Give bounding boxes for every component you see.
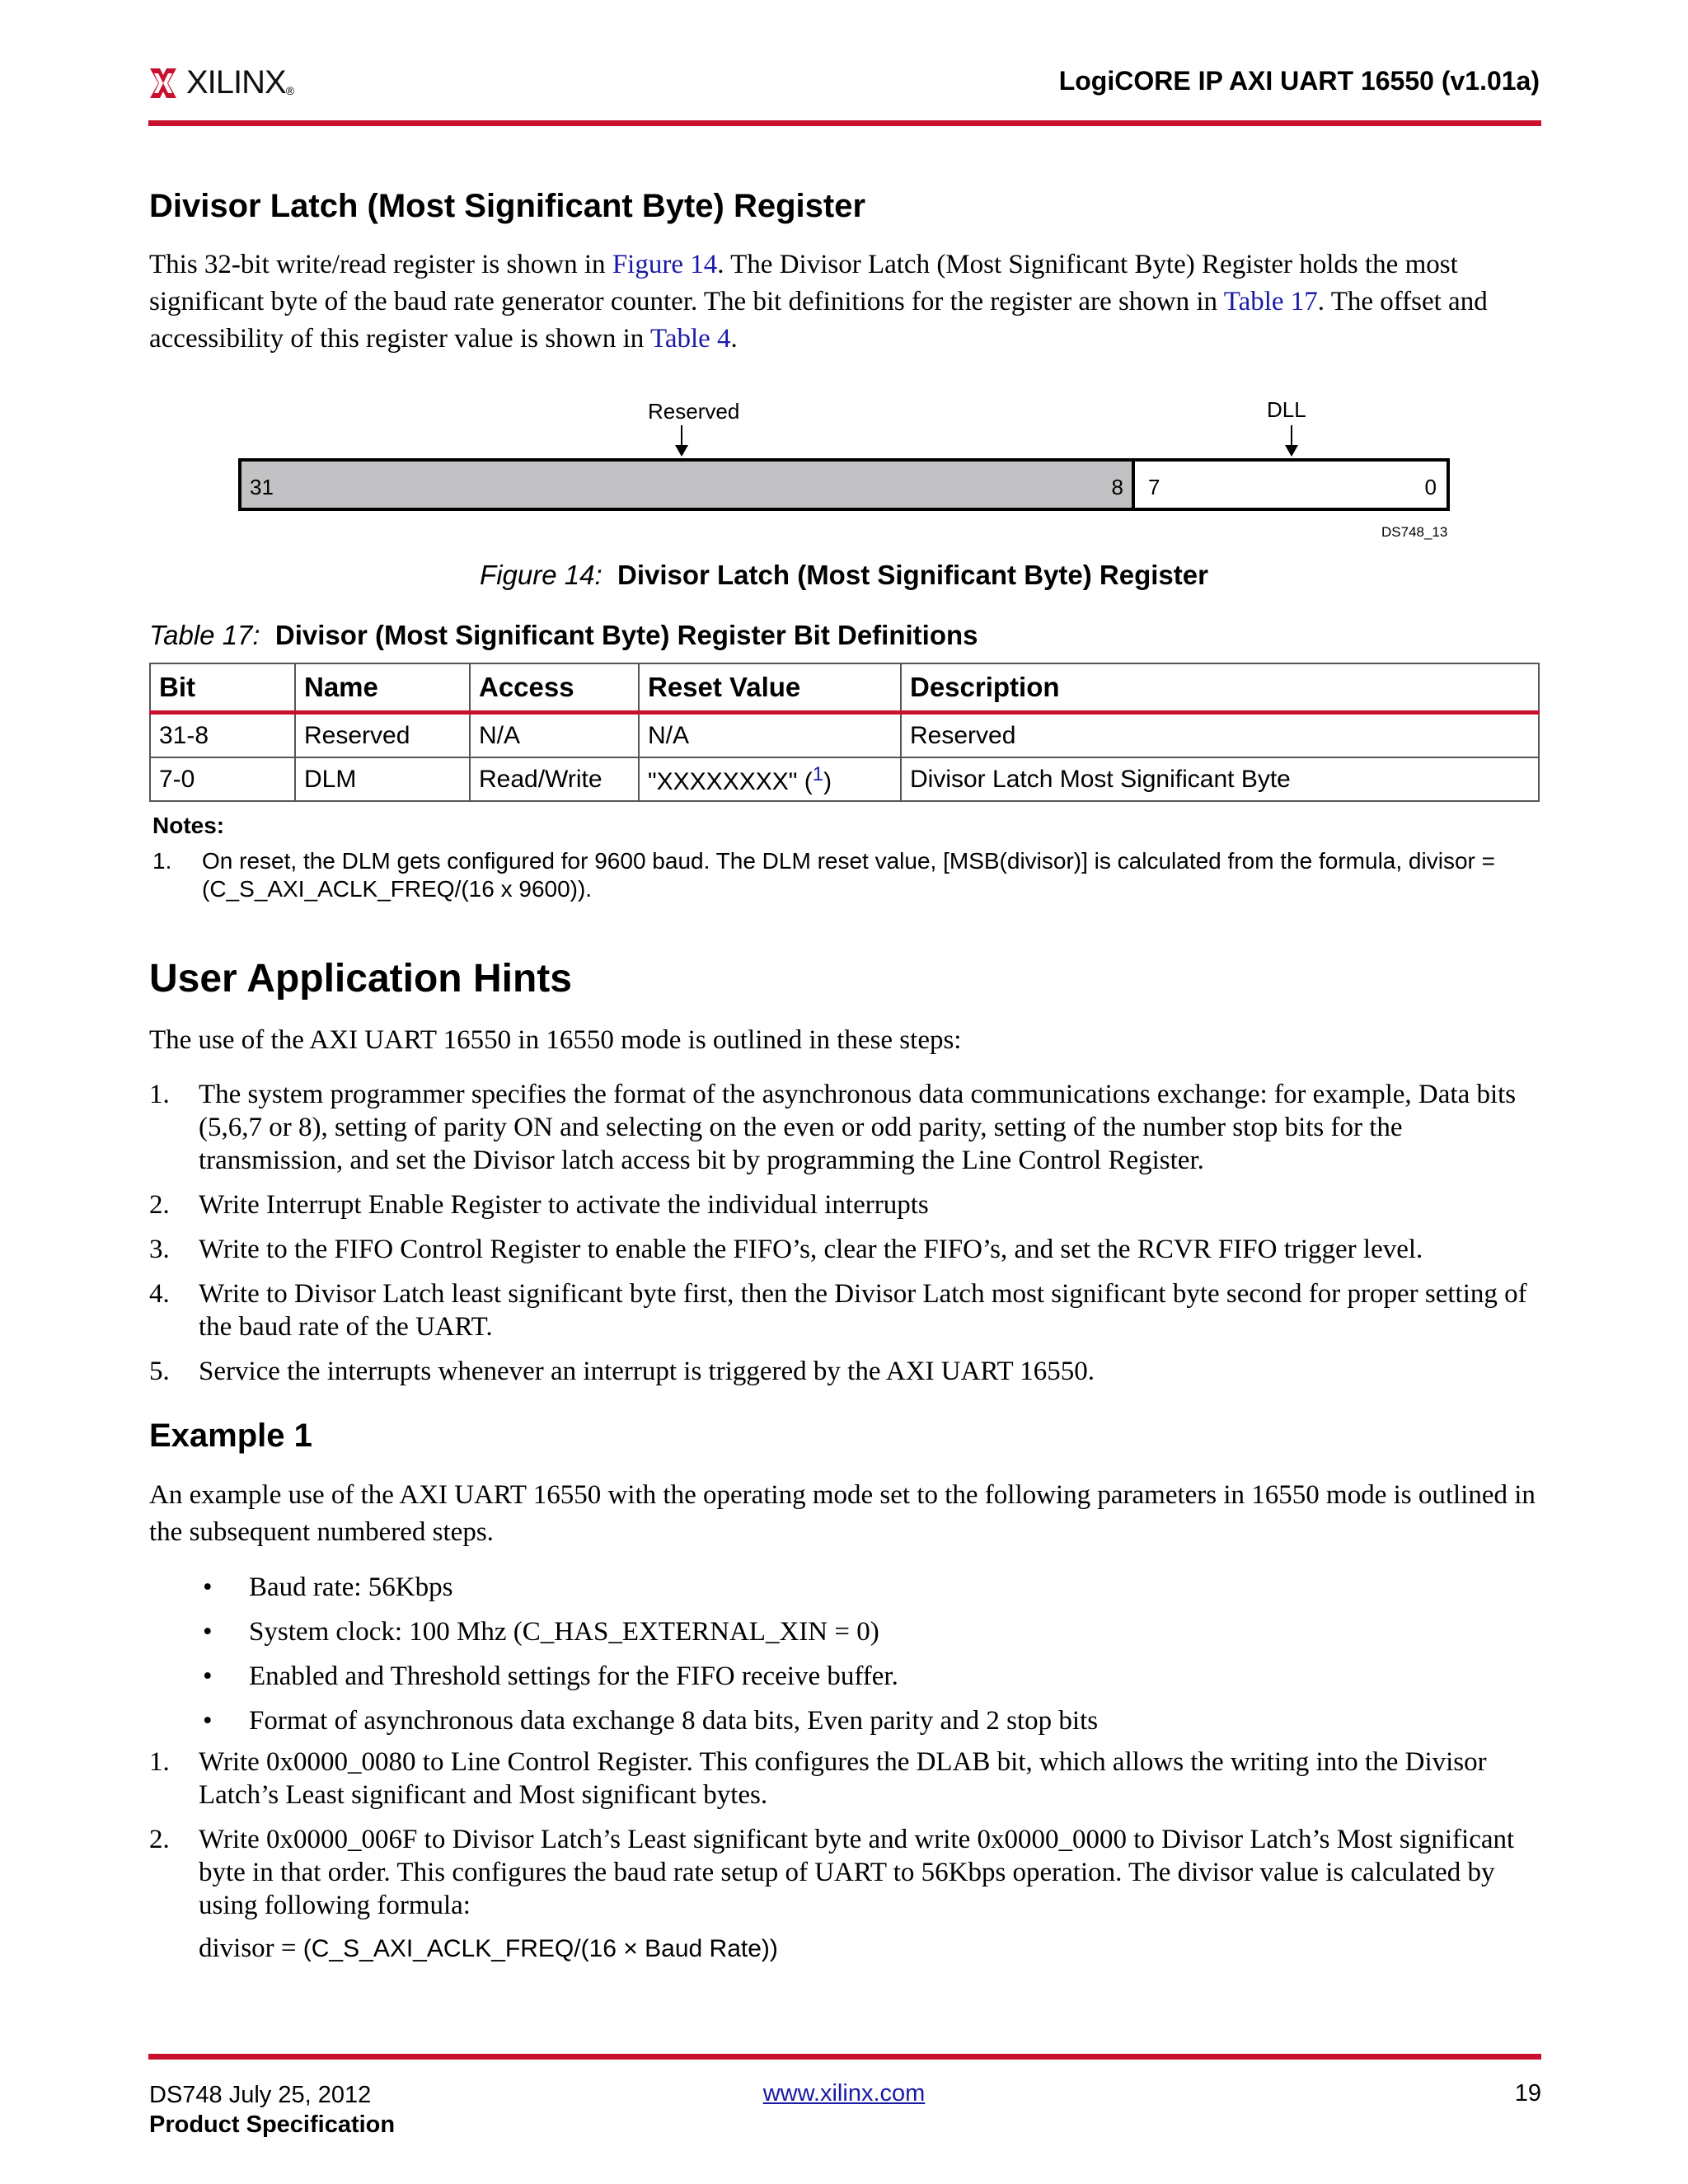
step-number: 1. — [149, 1747, 170, 1777]
step-number: 5. — [149, 1357, 170, 1386]
link-table-17[interactable]: Table 17 — [1223, 287, 1318, 316]
footer-url-link[interactable]: www.xilinx.com — [762, 2080, 926, 2107]
link-figure-14[interactable]: Figure 14 — [612, 250, 718, 279]
list-item — [149, 1746, 1542, 1811]
table-header-row — [150, 663, 1539, 713]
step-text: Write 0x0000_006F to Divisor Latch’s Least significant byte and write 0x0000_0000 to Divisor Latch’s Most significant byte in that order. This configures the baud rate setup of UART to 56Kbps operation. The divisor value is calculated by using following formula: — [199, 1825, 1515, 1920]
header-rule — [148, 120, 1541, 126]
table-cell: 31-8 — [150, 713, 295, 758]
list-item — [149, 1188, 1542, 1221]
footer-doc-date: DS748 July 25, 2012 — [149, 2082, 372, 2108]
table-header-description: Description — [901, 663, 1539, 713]
figure-label-reserved: Reserved — [648, 399, 740, 424]
footer-url-wrap — [0, 2080, 1688, 2107]
note-1 — [152, 847, 1545, 903]
list-item: • System clock: 100 Mhz (C_HAS_EXTERNAL_XIN = 0) — [198, 1610, 1517, 1654]
para-text: . The Divisor Latch (Most Significant Byte) Register holds the most significant byte of the baud rate generator counter. The bit definitions for the register are shown in — [149, 250, 1458, 316]
hints-steps-list — [149, 1078, 1542, 1388]
bit-label-7: 7 — [1148, 475, 1160, 499]
section-intro-paragraph — [149, 246, 1542, 358]
para-text: . The offset and accessibility of this register value is shown in — [149, 287, 1488, 354]
footer-rule — [148, 2054, 1541, 2060]
step-number: 3. — [149, 1235, 170, 1264]
table-header-access: Access — [470, 663, 639, 713]
table-header-reset-value: Reset Value — [639, 663, 901, 713]
footer-doc-type: Product Specification — [149, 2111, 396, 2138]
xilinx-logo-icon — [148, 67, 178, 100]
reset-value-close: ) — [823, 767, 832, 795]
times-symbol: × — [623, 1935, 638, 1962]
footnote-link-1[interactable]: 1 — [812, 762, 824, 785]
figure-caption-prefix: Figure 14: — [480, 560, 603, 590]
list-item — [149, 1823, 1542, 1922]
formula-part: Baud Rate)) — [637, 1935, 778, 1962]
table-row — [150, 757, 1539, 801]
table-cell — [639, 757, 901, 801]
table-cell: 7-0 — [150, 757, 295, 801]
register-diagram — [238, 458, 1450, 511]
list-item — [149, 1233, 1542, 1266]
formula-prefix: divisor = — [199, 1933, 303, 1963]
para-text: This 32-bit write/read register is shown in — [149, 250, 612, 279]
step-number: 2. — [149, 1825, 170, 1854]
table-cell: Reserved — [295, 713, 470, 758]
list-item — [149, 1078, 1542, 1177]
para-text: . — [730, 324, 738, 354]
notes-title: Notes: — [152, 813, 225, 838]
document-title: LogiCORE IP AXI UART 16550 (v1.01a) — [1058, 66, 1540, 96]
formula-part: (C_S_AXI_ACLK_FREQ/(16 — [302, 1935, 624, 1962]
step-text: Service the interrupts whenever an interrupt is triggered by the AXI UART 16550. — [199, 1357, 1095, 1386]
table-header-bit: Bit — [150, 663, 295, 713]
list-item: • Baud rate: 56Kbps — [198, 1565, 1517, 1610]
table-cell: DLM — [295, 757, 470, 801]
table-cell: Reserved — [901, 713, 1539, 758]
section-heading-example-1: Example 1 — [149, 1418, 312, 1454]
step-text: The system programmer specifies the format of the asynchronous data communications exchange: for example, Data bits (5,6,7 or 8), setting of parity ON and selecting on the even or odd parity, setting of the number stop bits for the transmission, and set the Divisor latch access bit by programming the Line Control Register. — [199, 1080, 1517, 1175]
bit-label-8: 8 — [1111, 475, 1123, 499]
step-text: Write to Divisor Latch least significant byte first, then the Divisor Latch most significant byte second for proper setting of the baud rate of the UART. — [199, 1279, 1527, 1342]
step-text: Write to the FIFO Control Register to enable the FIFO’s, clear the FIFO’s, and set the RCVR FIFO trigger level. — [199, 1235, 1423, 1264]
table-title — [149, 620, 978, 651]
step-number: 4. — [149, 1279, 170, 1309]
list-item — [149, 1355, 1542, 1388]
section-heading-user-application-hints: User Application Hints — [149, 957, 572, 1001]
list-item — [149, 1277, 1542, 1343]
table-cell: Read/Write — [470, 757, 639, 801]
page-number: 19 — [1514, 2080, 1541, 2107]
step-number: 1. — [149, 1080, 170, 1109]
example-parameters-list — [198, 1565, 1517, 1743]
table-cell: Divisor Latch Most Significant Byte — [901, 757, 1539, 801]
register-field-dll — [1135, 462, 1447, 508]
hints-intro: The use of the AXI UART 16550 in 16550 mode is outlined in these steps: — [149, 1025, 962, 1055]
brand-name: XILINX — [186, 64, 286, 101]
trademark: ® — [285, 83, 295, 97]
list-item: • Enabled and Threshold settings for the FIFO receive buffer. — [198, 1654, 1517, 1699]
bit-label-0: 0 — [1424, 475, 1437, 499]
divisor-formula — [199, 1933, 778, 1964]
example-intro: An example use of the AXI UART 16550 with the operating mode set to the following parameters in 16550 mode is outlined in the subsequent numbered steps. — [149, 1480, 1536, 1547]
xilinx-logo — [148, 64, 294, 101]
arrow-reserved — [681, 425, 682, 455]
step-text: Write Interrupt Enable Register to activate the individual interrupts — [199, 1190, 929, 1220]
figure-caption — [0, 560, 1688, 591]
arrow-dll — [1291, 425, 1292, 455]
table-cell: N/A — [639, 713, 901, 758]
bit-label-31: 31 — [250, 475, 274, 499]
section-heading-divisor-latch: Divisor Latch (Most Significant Byte) Register — [149, 188, 866, 224]
table-title-prefix: Table 17: — [149, 620, 260, 650]
figure-id: DS748_13 — [1381, 524, 1448, 540]
step-number: 2. — [149, 1190, 170, 1220]
note-number: 1. — [152, 848, 172, 874]
register-field-reserved — [241, 462, 1135, 508]
figure-label-dll: DLL — [1267, 397, 1306, 422]
figure-caption-title: Divisor Latch (Most Significant Byte) Register — [617, 560, 1208, 590]
step-text: Write 0x0000_0080 to Line Control Register. This configures the DLAB bit, which allows the writing into the Divisor Latch’s Least significant and Most significant bytes. — [199, 1747, 1487, 1810]
example-steps-list — [149, 1746, 1542, 1922]
table-header-name: Name — [295, 663, 470, 713]
list-item: • Format of asynchronous data exchange 8 data bits, Even parity and 2 stop bits — [198, 1699, 1517, 1743]
bit-definitions-table — [149, 663, 1540, 802]
table-title-text: Divisor (Most Significant Byte) Register Bit Definitions — [274, 620, 978, 650]
reset-value-text: "XXXXXXXX" ( — [648, 767, 813, 795]
note-text: On reset, the DLM gets configured for 9600 baud. The DLM reset value, [MSB(divisor)] is calculated from the formula, divisor = (C_S_AXI_ACLK_FREQ/(16 x 9600)). — [202, 848, 1495, 902]
table-row — [150, 713, 1539, 758]
link-table-4[interactable]: Table 4 — [649, 324, 731, 354]
table-cell: N/A — [470, 713, 639, 758]
